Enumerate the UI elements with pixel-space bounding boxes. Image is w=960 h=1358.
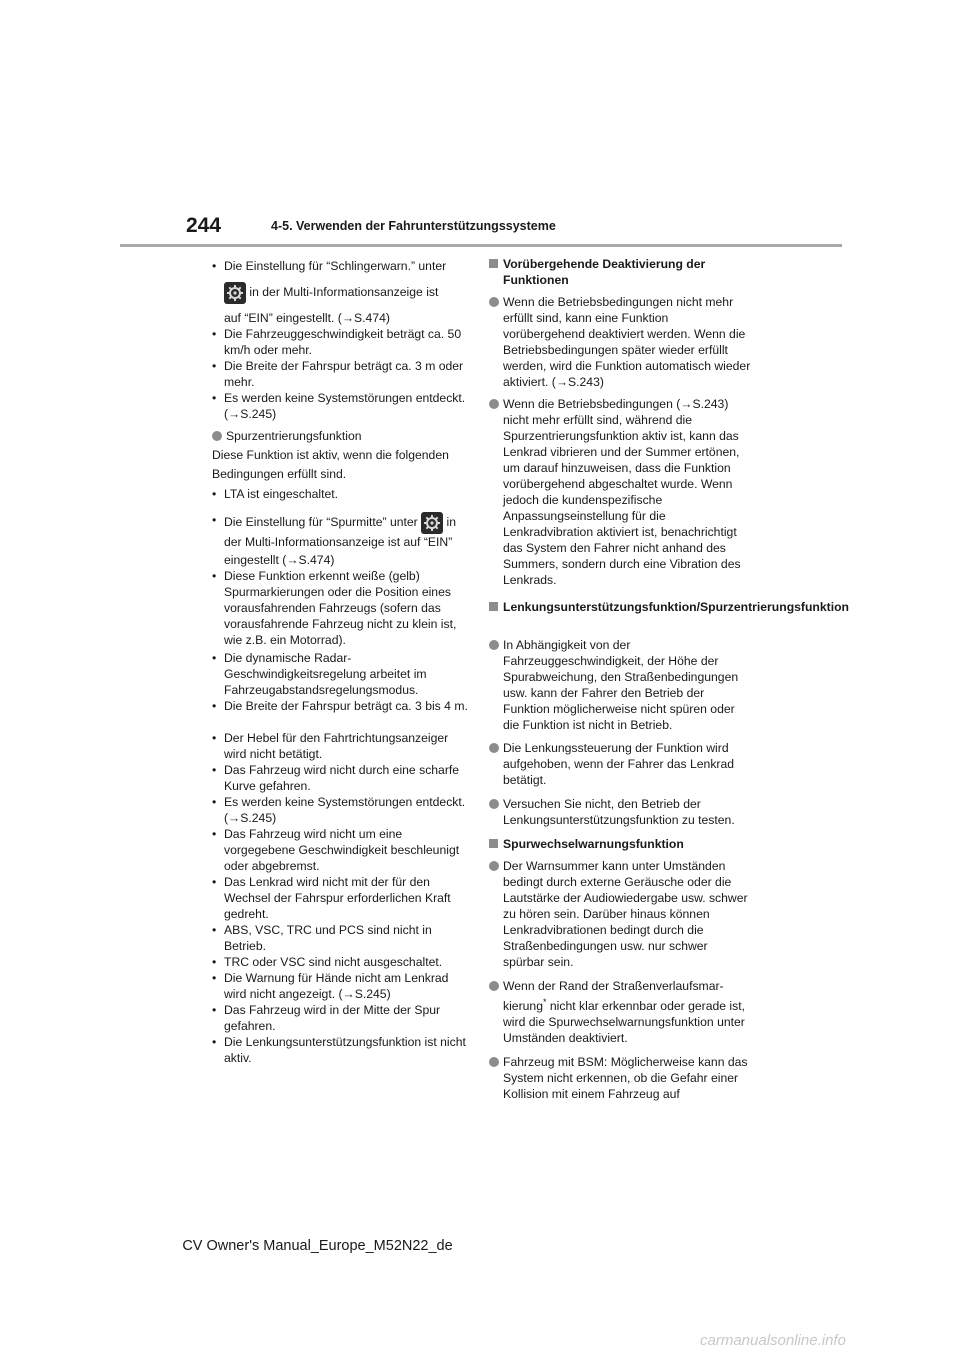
list-item: Versuchen Sie nicht, den Betrieb der Lenkungsunterstützungsfunktion zu testen. — [489, 796, 751, 828]
section-heading: Vorübergehende Deaktivierung der Funktionen — [489, 256, 751, 288]
list-item: • Es werden keine Systemstörungen entdeckt. (→S.245) — [212, 795, 466, 825]
circle-bullet-icon — [489, 799, 499, 809]
paragraph: Diese Funktion ist aktiv, wenn die folgenden — [212, 448, 449, 462]
circle-bullet-icon — [489, 1057, 499, 1067]
list-item: • Der Hebel für den Fahrtrichtungsanzeiger wird nicht betätigt. — [212, 731, 449, 761]
list-item: • Die Fahrzeuggeschwindigkeit beträgt ca. 50 km/h oder mehr. — [212, 327, 462, 357]
list-item: auf “EIN” eingestellt. (→S.474) — [224, 311, 390, 325]
circle-bullet-icon — [212, 431, 222, 441]
list-item: • Die dynamische Radar-Geschwindigkeitsregelung arbeitet im Fahrzeugabstandsregelungsmodus. — [212, 651, 427, 697]
circle-bullet-icon — [489, 861, 499, 871]
circle-bullet-icon — [489, 743, 499, 753]
list-item: • Diese Funktion erkennt weiße (gelb) Spurmarkierungen oder die Position eines vorausfahrenden Fahrzeugs (sofern das vorausfahrende Fahrzeug nicht zu klein ist, wie z.B. ein Motorrad). — [212, 569, 457, 647]
list-item: Spurzentrierungsfunktion — [212, 428, 468, 444]
list-item: • Die Breite der Fahrspur beträgt ca. 3 bis 4 m. — [212, 699, 468, 713]
footer-text: CV Owner's Manual_Europe_M52N22_de — [182, 1238, 453, 1254]
list-item: • ABS, VSC, TRC und PCS sind nicht in Betrieb. — [212, 923, 432, 953]
list-item: • Das Fahrzeug wird nicht durch eine scharfe Kurve gefahren. — [212, 763, 460, 793]
list-item: in der Multi-Informationsanzeige ist — [224, 282, 480, 304]
page-number: 244 — [186, 214, 222, 237]
paragraph: Bedingungen erfüllt sind. — [212, 467, 347, 481]
square-bullet-icon — [489, 602, 498, 611]
list-item: Die Lenkungssteuerung der Funktion wird aufgehoben, wenn der Fahrer das Lenkrad betätigt. — [489, 740, 751, 788]
section-heading: Lenkungsunterstützungsfunktion/Spurzentrierungsfunktion — [489, 599, 751, 615]
watermark: carmanualsonline.info — [700, 1332, 846, 1349]
list-item: • Das Lenkrad wird nicht mit der für den Wechsel der Fahrspur erforderlichen Kraft gedreht. — [212, 875, 451, 921]
list-item: • Es werden keine Systemstörungen entdeckt. (→S.245) — [212, 391, 466, 421]
circle-bullet-icon — [489, 297, 499, 307]
section-title: 4-5. Verwenden der Fahrunterstützungssysteme — [271, 219, 556, 233]
list-item: In Abhängigkeit von der Fahrzeuggeschwindigkeit, der Höhe der Spurabweichung, den Straßenbedingungen usw. kann der Fahrer den Betrieb der Funktion möglicherweise nicht spüren oder die Funktion ist nicht in Betrieb. — [489, 637, 751, 733]
list-item: • LTA ist eingeschaltet. — [212, 487, 339, 501]
list-item: • Die Einstellung für “Spurmitte” unter in — [212, 512, 468, 534]
list-item: Fahrzeug mit BSM: Möglicherweise kann das System nicht erkennen, ob die Gefahr einer Kollision mit einem Fahrzeug auf — [489, 1054, 751, 1102]
list-item: Der Warnsummer kann unter Umständen bedingt durch externe Geräusche oder die Lautstärke der Audiowiedergabe usw. schwer zu hören sein. Darüber hinaus können Lenkradvibrationen bedingt durch die Straßenbedingungen usw. nur schwer spürbar sein. — [489, 858, 751, 970]
circle-bullet-icon — [489, 399, 499, 409]
gear-icon — [224, 282, 246, 304]
list-item: • Die Einstellung für “Schlingerwarn.” unter — [212, 259, 447, 273]
circle-bullet-icon — [489, 981, 499, 991]
list-item: • TRC oder VSC sind nicht ausgeschaltet. — [212, 955, 443, 969]
list-item: der Multi-Informationsanzeige ist auf “EIN” — [224, 535, 453, 549]
list-item: • Das Fahrzeug wird nicht um eine vorgegebene Geschwindigkeit beschleunigt oder abgebremst. — [212, 827, 460, 873]
list-item: • Die Lenkungsunterstützungsfunktion ist nicht aktiv. — [212, 1035, 466, 1065]
list-item: Wenn der Rand der Straßenverlaufsmar- kierung* nicht klar erkennbar oder gerade ist, wird die Spurwechselwarnungsfunktion unter Umständen deaktiviert. — [489, 978, 751, 1046]
square-bullet-icon — [489, 259, 498, 268]
header-rule — [120, 244, 842, 247]
list-item: • Die Breite der Fahrspur beträgt ca. 3 m oder mehr. — [212, 359, 464, 389]
circle-bullet-icon — [489, 640, 499, 650]
list-item: • Die Warnung für Hände nicht am Lenkrad wird nicht angezeigt. (→S.245) — [212, 971, 449, 1001]
square-bullet-icon — [489, 839, 498, 848]
list-item: • Das Fahrzeug wird in der Mitte der Spur gefahren. — [212, 1003, 441, 1033]
section-heading: Spurwechselwarnungsfunktion — [489, 836, 751, 852]
list-item: Wenn die Betriebsbedingungen nicht mehr erfüllt sind, kann eine Funktion vorübergehend deaktiviert werden. Wenn die Betriebsbedingungen später wieder erfüllt werden, wird die Funktion automatisch wieder aktiviert. (→S.243) — [489, 294, 751, 390]
gear-icon — [421, 512, 443, 534]
list-item: Wenn die Betriebsbedingungen (→S.243) nicht mehr erfüllt sind, während die Spurzentrierungsfunktion aktiv ist, kann das Lenkrad vibrieren und der Summer ertönen, um darauf hinzuweisen, dass die Funktion vorübergehend abgeschaltet wurde. Wenn jedoch die kundenspezifische Anpassungseinstellung für die Lenkradvibration aktiviert ist, benachrichtigt das System den Fahrer nicht anhand des Summers, sondern durch eine Vibration des Lenkrads. — [489, 396, 751, 588]
list-item: eingestellt (→S.474) — [224, 553, 335, 567]
